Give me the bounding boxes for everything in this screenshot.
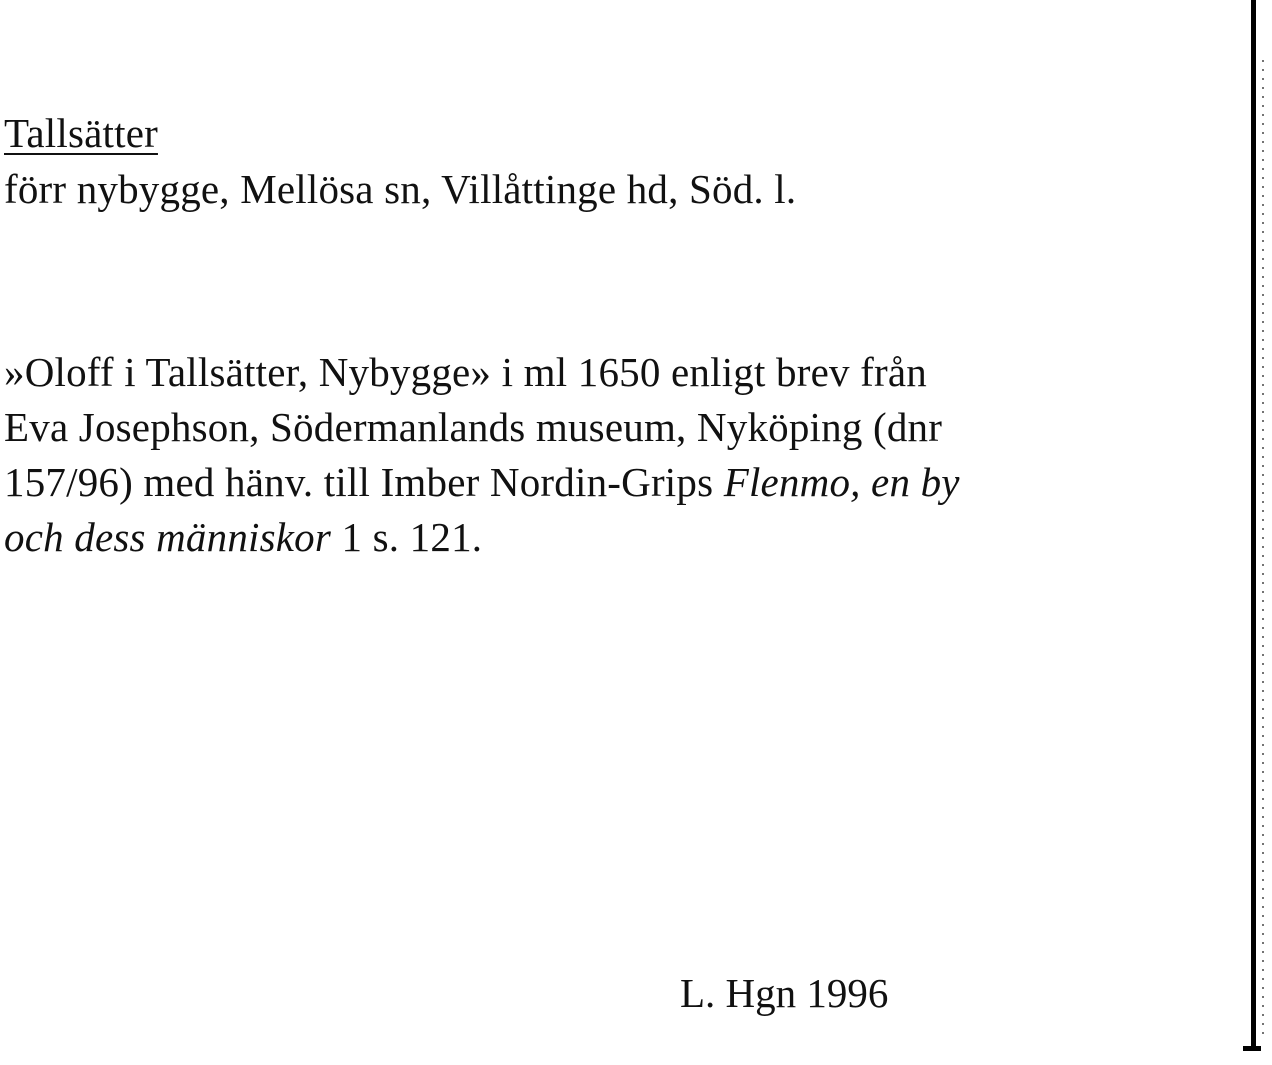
card-edge-tick xyxy=(1243,1046,1261,1051)
book-title-part-2: och dess människor xyxy=(4,514,332,560)
body-line-2: Eva Josephson, Södermanlands museum, Nyköping (dnr xyxy=(4,404,943,450)
card-edge-line xyxy=(1251,0,1256,1050)
body-line-4 xyxy=(4,510,482,564)
signature: L. Hgn 1996 xyxy=(680,970,889,1016)
headword: Tallsätter xyxy=(4,110,158,156)
body-line-3-text: 157/96) med hänv. till Imber Nordin-Grips xyxy=(4,459,724,505)
body-line-1: »Oloff i Tallsätter, Nybygge» i ml 1650 enligt brev från xyxy=(4,349,927,395)
scan-speckle xyxy=(1262,60,1264,1040)
book-title-part-1: Flenmo, en by xyxy=(723,459,960,505)
body-line-3 xyxy=(4,455,960,509)
page-reference: 1 s. 121. xyxy=(331,514,483,560)
place-description: förr nybygge, Mellösa sn, Villåttinge hd, Söd. l. xyxy=(4,166,797,212)
